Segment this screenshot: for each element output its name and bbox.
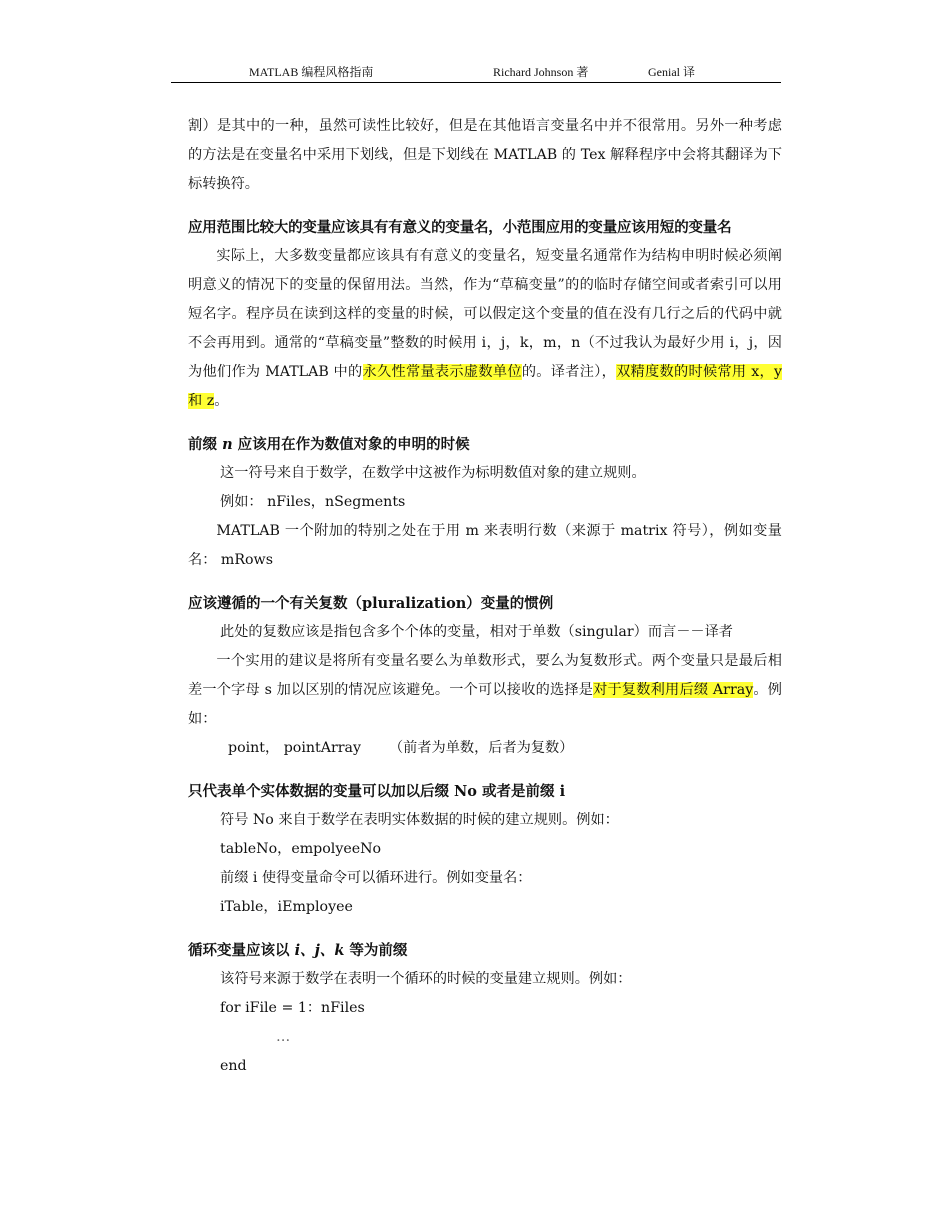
scope-names-paragraph (188, 242, 782, 416)
no-suffix-line-1: 符号 No 来自于数学在表明实体数据的时候的建立规则。例如： (220, 812, 619, 828)
section-heading-prefix-n (188, 430, 782, 459)
prefix-n-example: 例如： nFiles，nSegments (220, 494, 406, 510)
prefix-n-matlab-note: MATLAB 一个附加的特别之处在于用 m 来表明行数（来源于 matrix 符号），例如变量名： mRows (188, 523, 782, 568)
loop-heading-vars: i、j、k (294, 942, 345, 959)
pluralization-example-code: point， pointArray (228, 740, 361, 756)
loop-heading-a: 循环变量应该以 (188, 942, 295, 959)
no-suffix-example: tableNo，empolyeeNo (220, 841, 382, 857)
highlight-double-vars: 双精度数的时候常用 x，y 和 z (188, 364, 782, 409)
section-heading-scope-names: 应用范围比较大的变量应该具有有意义的变量名，小范围应用的变量应该用短的变量名 (188, 219, 732, 236)
scope-text-a: 实际上，大多数变量都应该具有有意义的变量名，短变量名通常作为结构申明时候必须阐明意义的情况下的变量的保留用法。当然，作为“草稿变量”的的临时存储空间或者索引可以用短名字。程序员在读到这样的变量的时候，可以假定这个变量的值在没有几行之后的代码中就不会再用到。通常的“草稿变量”整数的时候用 i，j，k，m，n（不过我认为最好少用 i，j，因为他们作为 MATLAB 中的 (188, 248, 782, 380)
loop-code-for: for iFile = 1：nFiles (220, 1000, 365, 1016)
loop-vars-line-1: 该符号来源于数学在表明一个循环的时候的变量建立规则。例如： (220, 971, 632, 987)
pluralization-translator-note: 此处的复数应该是指包含多个个体的变量，相对于单数（singular）而言－－译者 (220, 624, 733, 640)
scope-text-b: 的。译者注）， (521, 364, 617, 380)
prefix-n-heading-b: 应该用在作为数值对象的申明的时候 (232, 436, 470, 453)
pluralization-example-note: （前者为单数，后者为复数） (388, 740, 574, 756)
page-header (171, 62, 781, 83)
scope-text-c: 。 (214, 393, 229, 409)
section-heading-loop-vars (188, 936, 782, 965)
loop-heading-b: 等为前缀 (344, 942, 408, 959)
header-translator: Genial 译 (648, 65, 695, 79)
pluralization-example (188, 734, 782, 763)
prefix-n-heading-a: 前缀 (188, 436, 223, 453)
pluralization-text-b: 。例如： (188, 682, 782, 727)
document-body (188, 112, 782, 1081)
section-heading-no-suffix: 只代表单个实体数据的变量可以加以后缀 No 或者是前缀 i (188, 783, 566, 800)
highlight-array-suffix: 对于复数利用后缀 Array (593, 682, 754, 698)
intro-paragraph: 割）是其中的一种，虽然可读性比较好，但是在其他语言变量名中并不很常用。另外一种考虑的方法是在变量名中采用下划线，但是下划线在 MATLAB 的 Tex 解释程序中会将其翻译为下标转换符。 (188, 118, 782, 192)
pluralization-paragraph (188, 647, 782, 734)
header-title: MATLAB 编程风格指南 (249, 65, 374, 79)
pluralization-text-a: 一个实用的建议是将所有变量名要么为单数形式，要么为复数形式。两个变量只是最后相差一个字母 s 加以区别的情况应该避免。一个可以接收的选择是 (188, 653, 782, 698)
prefix-n-line-1: 这一符号来自于数学，在数学中这被作为标明数值对象的建立规则。 (220, 465, 646, 481)
no-suffix-line-3: 前缀 i 使得变量命令可以循环进行。例如变量名： (220, 870, 532, 886)
highlight-imaginary-unit: 永久性常量表示虚数单位 (362, 364, 522, 380)
prefix-n-heading-symbol: n (222, 436, 233, 453)
header-author: Richard Johnson 著 (493, 65, 589, 79)
no-suffix-example-2: iTable，iEmployee (220, 899, 353, 915)
loop-code-ellipsis: … (276, 1029, 291, 1045)
section-heading-pluralization: 应该遵循的一个有关复数（pluralization）变量的惯例 (188, 595, 554, 612)
loop-code-end: end (220, 1058, 247, 1074)
